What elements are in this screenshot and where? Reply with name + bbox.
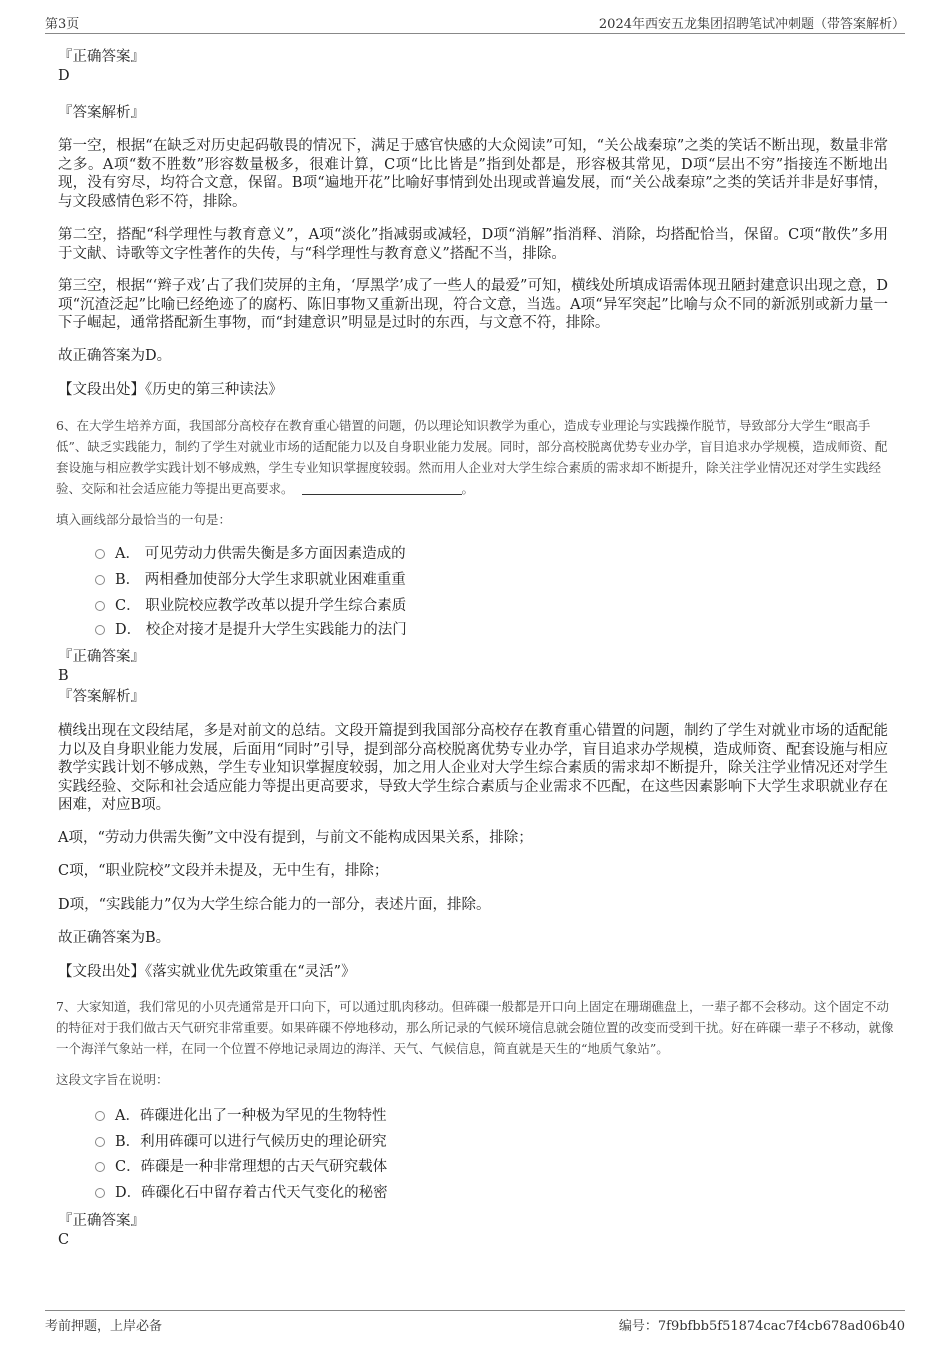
analysis-paragraph: 横线出现在文段结尾，多是对前文的总结。文段开篇提到我国部分高校存在教育重心错置的问题，制约了学生对就业市场的适配能力以及自身职业能力发展，后面用“同时”引导，提到部分高校脱离优势专业办学，盲目追求办学规模，造成师资、配套设施与相应教学实践计划不够成熟，学生专业知识掌握度较弱，加之用人企业对大学生综合素质的需求却不断提升，除关注学业情况还对学生实践经验、交际和社会适应能力等提出更高要求，导致大学生综合素质与企业需求不匹配，在这些因素影响下大学生求职就业存在困难，对应B项。 — [58, 723, 888, 813]
conclusion: 故正确答案为D。 — [58, 348, 172, 364]
option-label: D．砗磲化石中留存着古代天气变化的秘密 — [115, 1185, 388, 1201]
question-stem-text: 6、在大学生培养方面，我国部分高校存在教育重心错置的问题，仍以理论知识教学为重心，造成专业理论与实践操作脱节，导致部分大学生“眼高手低”、缺乏实践能力，制约了学生对就业市场的适配能力以及自身职业能力发展。同时，部分高校脱离优势专业办学，盲目追求办学规模，造成师资、配套设施与相应教学实践计划不够成熟，学生专业知识掌握度较弱。然而用人企业对大学生综合素质的需求却不断提升，除关注学业情况还对学生实践经验、交际和社会适应能力等提出更高要求。 — [56, 418, 888, 496]
question-prompt: 填入画线部分最恰当的一句是： — [56, 512, 232, 527]
option-label: B．利用砗磲可以进行气候历史的理论研究 — [115, 1134, 387, 1150]
option-b[interactable] — [95, 1133, 387, 1151]
radio-icon[interactable] — [95, 1111, 105, 1121]
question-prompt: 这段文字旨在说明： — [56, 1072, 169, 1087]
answer-value: D — [58, 68, 70, 84]
option-a-note: A项，“劳动力供需失衡”文中没有提到，与前文不能构成因果关系，排除； — [58, 830, 533, 846]
option-label: C． 职业院校应教学改革以提升学生综合素质 — [115, 598, 407, 614]
conclusion: 故正确答案为B。 — [58, 930, 171, 946]
analysis-paragraph: 第一空，根据“在缺乏对历史起码敬畏的情况下，满足于感官快感的大众阅读”可知，“关公战秦琼”之类的笑话不断出现，数量非常之多。A项“数不胜数”形容数量极多，很难计算，C项“比比皆是”指到处都是，形容极其常见，D项“层出不穷”指接连不断地出现，没有穷尽，均符合文意，保留。B项“遍地开花”比喻好事情到处出现或普遍发展，而“关公战秦琼”之类的笑话并非是好事情，与文段感情色彩不符，排除。 — [58, 138, 888, 210]
option-c[interactable] — [95, 597, 406, 615]
answer-label: 『正确答案』 — [58, 649, 145, 665]
radio-icon[interactable] — [95, 575, 105, 585]
option-label: C．砗磲是一种非常理想的古天气研究载体 — [115, 1159, 388, 1175]
radio-icon[interactable] — [95, 1188, 105, 1198]
page-footer — [45, 1310, 905, 1335]
question-stem: 7、大家知道，我们常见的小贝壳通常是开口向下，可以通过肌肉移动。但砗磲一般都是开口向上固定在珊瑚礁盘上，一辈子都不会移动。这个固定不动的特征对于我们做古天气研究非常重要。如果砗磲不停地移动，那么所记录的气候环境信息就会随位置的改变而受到干扰。好在砗磲一辈子不移动，就像一个海洋气象站一样，在同一个位置不停地记录周边的海洋、天气、气候信息，简直就是天生的“地质气象站”。 — [56, 999, 894, 1056]
document-title: 2024年西安五龙集团招聘笔试冲刺题（带答案解析） — [598, 17, 905, 32]
option-label: B． 两相叠加使部分大学生求职就业困难重重 — [115, 572, 406, 588]
option-label: A．砗磲进化出了一种极为罕见的生物特性 — [115, 1108, 387, 1124]
radio-icon[interactable] — [95, 625, 105, 635]
answer-label: 『正确答案』 — [58, 49, 145, 65]
option-label: D． 校企对接才是提升大学生实践能力的法门 — [115, 622, 407, 638]
analysis-paragraph: 第二空，搭配“科学理性与教育意义”，A项“淡化”指减弱或减轻，D项“消解”指消释、消除，均搭配恰当，保留。C项“散佚”多用于文献、诗歌等文字性著作的失传，与“科学理性与教育意义”搭配不当，排除。 — [58, 227, 888, 262]
question-stem — [56, 415, 896, 499]
answer-label: 『正确答案』 — [58, 1213, 145, 1229]
option-b[interactable] — [95, 571, 406, 589]
analysis-paragraph: 第三空，根据“‘辫子戏’占了我们荧屏的主角，‘厚黑学’成了一些人的最爱”可知，横线处所填成语需体现丑陋封建意识出现之意，D项“沉渣泛起”比喻已经绝迹了的腐朽、陈旧事物又重新出现，符合文意，当选。A项“异军突起”比喻与众不同的新派别或新力量一下子崛起，通常搭配新生事物，而“封建意识”明显是过时的东西，与文意不符，排除。 — [58, 278, 888, 331]
analysis-label: 『答案解析』 — [58, 105, 145, 121]
page-header — [45, 13, 905, 34]
footer-slogan: 考前押题，上岸必备 — [45, 1319, 163, 1334]
option-d[interactable] — [95, 621, 407, 639]
option-d[interactable] — [95, 1184, 388, 1202]
radio-icon[interactable] — [95, 601, 105, 611]
footer-code: 编号：7f9bfbb5f51874cac7f4cb678ad06b40 — [618, 1319, 905, 1334]
answer-value: C — [58, 1232, 70, 1248]
source: 【文段出处】《落实就业优先政策重在“灵活”》 — [58, 964, 356, 980]
radio-icon[interactable] — [95, 1162, 105, 1172]
page-number: 第3页 — [45, 17, 80, 32]
option-c[interactable] — [95, 1158, 387, 1176]
question-stem-end: 。 — [461, 481, 475, 496]
radio-icon[interactable] — [95, 549, 105, 559]
option-label: A． 可见劳动力供需失衡是多方面因素造成的 — [115, 546, 406, 562]
option-a[interactable] — [95, 545, 406, 563]
option-c-note: C项，“职业院校”文段并未提及，无中生有，排除； — [58, 863, 389, 879]
source: 【文段出处】《历史的第三种读法》 — [58, 382, 283, 398]
option-a[interactable] — [95, 1107, 386, 1125]
fill-blank-line — [302, 482, 462, 495]
answer-value: B — [58, 668, 69, 684]
analysis-label: 『答案解析』 — [58, 689, 145, 705]
option-d-note: D项，“实践能力”仅为大学生综合能力的一部分，表述片面，排除。 — [58, 897, 491, 913]
radio-icon[interactable] — [95, 1137, 105, 1147]
